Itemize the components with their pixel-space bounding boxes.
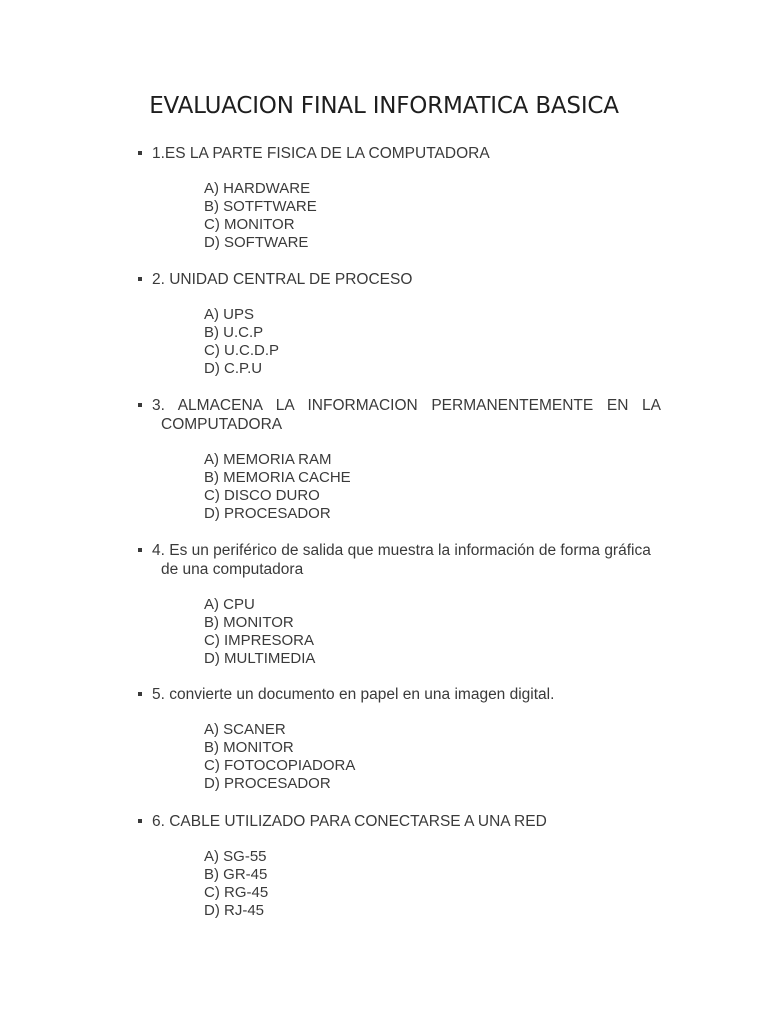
option-c: C) FOTOCOPIADORA (204, 757, 356, 774)
option-b: B) MEMORIA CACHE (204, 469, 351, 486)
question-4 (138, 541, 661, 668)
option-d: D) MULTIMEDIA (204, 650, 316, 667)
option-b: B) MONITOR (204, 739, 294, 756)
option-d: D) PROCESADOR (204, 505, 331, 522)
option-b: B) MONITOR (204, 614, 294, 631)
options-list (204, 596, 661, 668)
option-d: D) SOFTWARE (204, 234, 309, 251)
question-text: 1.ES LA PARTE FISICA DE LA COMPUTADORA (152, 145, 490, 162)
question-text: 4. Es un periférico de salida que muestra la información de forma gráfica (152, 542, 651, 559)
bullet-icon (138, 692, 142, 696)
option-a: A) SCANER (204, 721, 286, 738)
option-a: A) UPS (204, 306, 255, 323)
option-d: D) PROCESADOR (204, 775, 331, 792)
option-b: B) GR-45 (204, 866, 268, 883)
question-text-continuation: COMPUTADORA (161, 416, 283, 433)
question-text: 3. ALMACENA LA INFORMACION PERMANENTEMENTE EN LA (152, 397, 661, 414)
option-b: B) U.C.P (204, 324, 264, 341)
option-a: A) SG-55 (204, 848, 267, 865)
options-list (204, 451, 661, 523)
bullet-icon (138, 548, 142, 552)
question-text: 2. UNIDAD CENTRAL DE PROCESO (152, 271, 413, 288)
option-c: C) RG-45 (204, 884, 269, 901)
question-2 (138, 270, 661, 378)
question-text: 5. convierte un documento en papel en una imagen digital. (152, 686, 555, 703)
document-title: EVALUACION FINAL INFORMATICA BASICA (149, 93, 619, 119)
option-c: C) MONITOR (204, 216, 295, 233)
option-d: D) C.P.U (204, 360, 263, 377)
question-text: 6. CABLE UTILIZADO PARA CONECTARSE A UNA RED (152, 813, 547, 830)
option-a: A) CPU (204, 596, 255, 613)
question-text-continuation: de una computadora (161, 561, 304, 578)
options-list (204, 721, 661, 793)
question-1 (138, 144, 661, 252)
option-c: C) IMPRESORA (204, 632, 315, 649)
options-list (204, 848, 661, 920)
question-6 (138, 812, 661, 920)
option-c: C) U.C.D.P (204, 342, 279, 359)
option-a: A) HARDWARE (204, 180, 311, 197)
bullet-icon (138, 277, 142, 281)
question-3 (138, 396, 661, 523)
option-b: B) SOTFTWARE (204, 198, 317, 215)
option-c: C) DISCO DURO (204, 487, 320, 504)
bullet-icon (138, 403, 142, 407)
bullet-icon (138, 151, 142, 155)
options-list (204, 306, 661, 378)
option-d: D) RJ-45 (204, 902, 265, 919)
question-5 (138, 685, 661, 793)
bullet-icon (138, 819, 142, 823)
option-a: A) MEMORIA RAM (204, 451, 332, 468)
options-list (204, 180, 661, 252)
